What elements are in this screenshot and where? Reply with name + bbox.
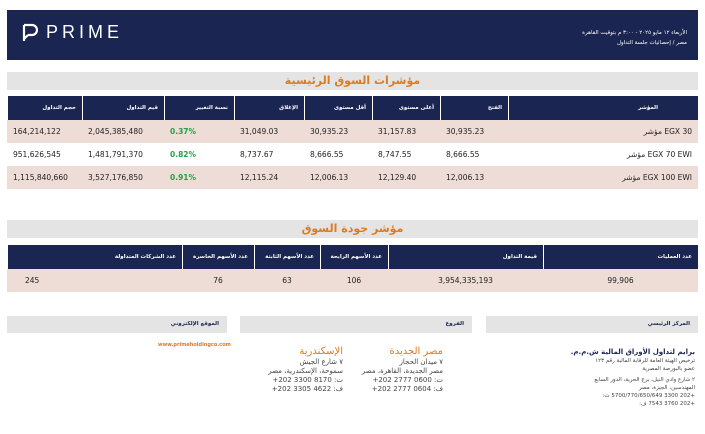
unchanged-value: 63 [254,269,320,292]
section-title-indices: مؤشرات السوق الرئيسية [7,72,698,90]
close-value: 8,737.67 [240,150,274,159]
open-value: 30,935.23 [440,120,508,143]
table-row [7,143,698,166]
branch1-phone: ت: 0600 2777 202+ [372,376,443,384]
col-index: المؤشر [508,96,698,120]
index-name: مؤشر EGX 70 EWI [626,150,692,159]
trade-value: 2,045,385,480 [82,120,164,143]
hq-license: ترخيص الهيئة العامة للرقابة المالية رقم ١٢٣ [595,358,695,364]
col-unchanged: عدد الأسهم الثابتة [254,245,320,269]
losers-value: 76 [182,269,254,292]
table-row [7,269,698,292]
table-row [7,120,698,143]
branch1-address2: مصر الجديدة، القاهرة، مصر [361,367,443,375]
section-title-quality: مؤشر جودة السوق [7,220,698,238]
col-volume: حجم التداول [7,96,82,120]
low-value: 12,006.13 [304,166,372,189]
traded-companies-value: 245 [7,269,182,292]
index-name: مؤشر EGX 30 [508,120,698,143]
hq-phone: +202 3300 5700/770/650/649 ت: [602,393,695,399]
trade-value: 1,481,791,370 [88,150,143,159]
col-traded-companies: عدد الشركات المتداولة [7,245,182,269]
website-link[interactable]: www.primeholdingco.com [158,342,231,348]
hq-address1: ٢ شارع وادي النيل، برج الحرية، الدور السابع [594,377,695,383]
high-value: 12,129.40 [372,166,440,189]
branch1-city: مصر الجديدة [389,346,443,357]
col-transactions: عدد العمليات [543,245,698,269]
change-value: 0.91% [164,166,234,189]
hq-member: عضو بالبورصة المصرية [642,366,695,372]
trade-volume: 951,626,545 [13,150,61,159]
open-value: 12,006.13 [440,166,508,189]
indices-table [7,96,698,189]
table-row [7,166,698,189]
web-header: الموقع الإلكتروني [7,316,227,333]
transactions-value: 99,906 [543,269,698,292]
report-date: الأربعاء ١٢ مايو ٢٠٢٥ - ٣:٠٠ م بتوقيت القاهرة [582,30,687,36]
report-header [7,10,698,60]
hq-company: برايم لتداول الأوراق المالية ش.م.م. [570,348,695,356]
col-trade-value: قيمة التداول [388,245,543,269]
branch2-address1: ٧ شارع الجيش [299,358,343,366]
quality-table [7,245,698,292]
report-subtitle: مصر / إحصائيات جلسة التداول [616,40,687,46]
hq-fax: +202 3760 7543 ف: [639,401,695,407]
hq-header: المركز الرئيسي [486,316,698,333]
col-gainers: عدد الأسهم الرابحة [320,245,388,269]
close-value: 31,049.03 [234,120,304,143]
col-value: قيم التداول [82,96,164,120]
col-open: الفتح [440,96,508,120]
col-change: نسبة التغيير [164,96,234,120]
close-value: 12,115.24 [234,166,304,189]
low-value: 8,666.55 [310,150,344,159]
branch2-address2: سموحة، الإسكندرية، مصر [268,367,343,375]
col-close: الإغلاق [234,96,304,120]
high-value: 8,747.55 [378,150,412,159]
change-value: 0.82% [170,150,197,159]
prime-logo [22,22,123,43]
high-value: 31,157.83 [372,120,440,143]
branch-alexandria [223,345,343,394]
low-value: 30,935.23 [304,120,372,143]
indices-header-row [7,96,698,120]
prime-logo-icon [22,23,38,43]
hq-info [495,348,695,408]
branch1-fax: ف: 0604 2777 202+ [371,385,443,393]
open-value: 8,666.55 [446,150,480,159]
branch2-city: الإسكندرية [299,346,343,357]
gainers-value: 106 [320,269,388,292]
branch2-phone: ت: 8170 3300 202+ [272,376,343,384]
brand-name: PRIME [46,22,124,42]
branch1-address1: ٧ ميدان الحجاز [399,358,443,366]
quality-header-row [7,245,698,269]
trade-value: 3,527,176,850 [82,166,164,189]
branch2-fax: ف: 4622 3305 202+ [271,385,343,393]
change-value: 0.37% [164,120,234,143]
col-losers: عدد الأسهم الخاسرة [182,245,254,269]
col-low: أقل مستوى [304,96,372,120]
trade-volume: 1,115,840,660 [7,166,82,189]
col-high: أعلى مستوى [372,96,440,120]
index-name: مؤشر EGX 100 EWI [508,166,698,189]
header-info [582,28,687,48]
quality-trade-value: 3,954,335,193 [388,269,543,292]
branches-header: الفروع [240,316,472,333]
hq-address2: المهندسين، الجيزة، مصر [638,385,695,391]
trade-volume: 164,214,122 [7,120,82,143]
